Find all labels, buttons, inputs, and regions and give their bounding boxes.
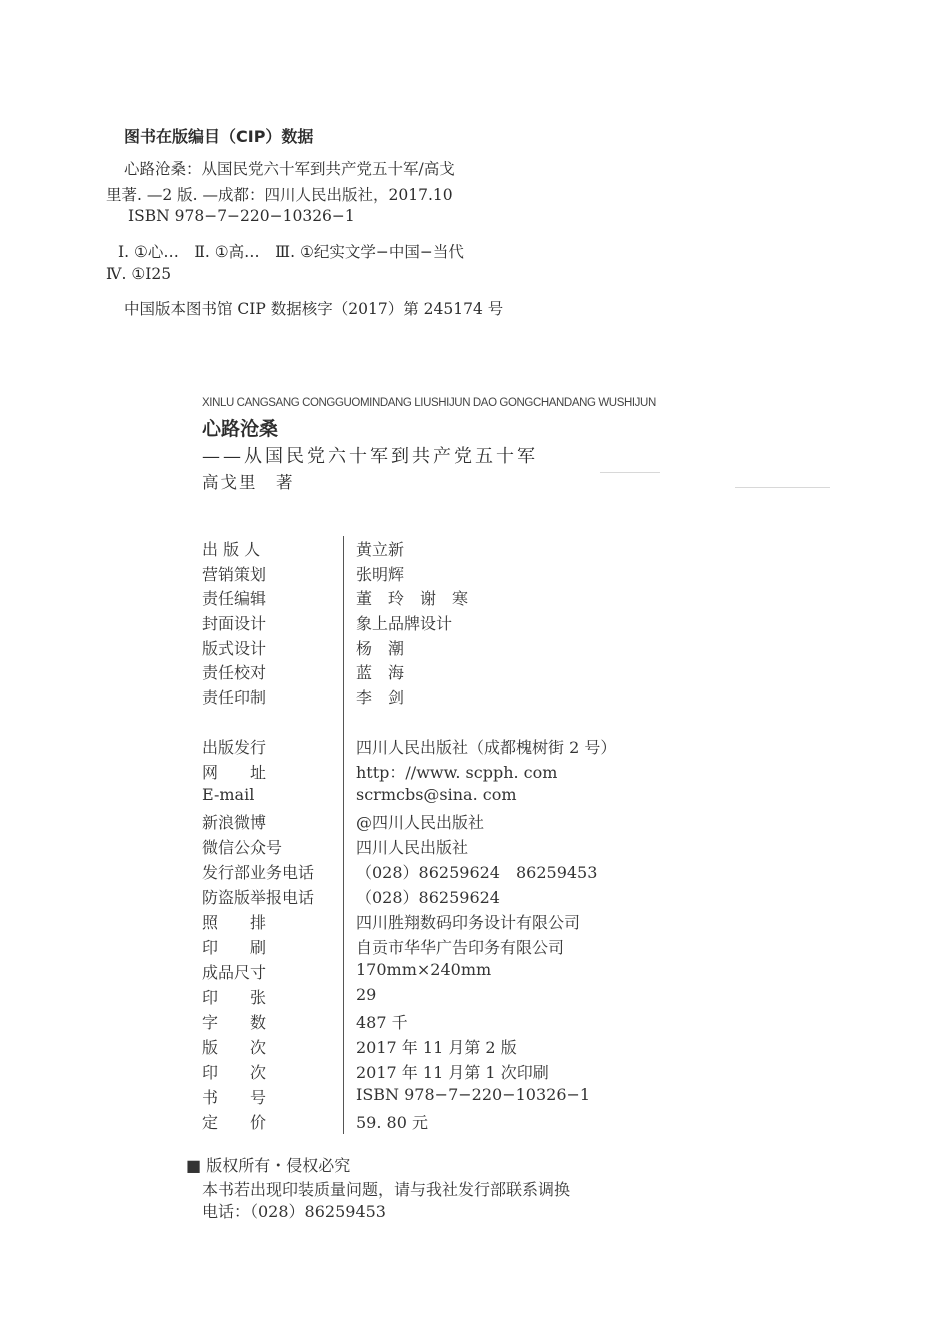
credit-label: 版式设计 bbox=[202, 639, 267, 658]
pub-label: E-mail bbox=[202, 785, 255, 804]
pub-value: http：//www. scpph. com bbox=[356, 763, 558, 782]
credit-label: 责任校对 bbox=[202, 663, 267, 682]
cip-classification-line-2: Ⅳ. ①I25 bbox=[106, 265, 172, 283]
quality-notice: 本书若出现印装质量问题，请与我社发行部联系调换 bbox=[202, 1180, 571, 1199]
credit-label: 封面设计 bbox=[202, 614, 267, 633]
cip-title-line: 心路沧桑：从国民党六十军到共产党五十军/高戈 bbox=[124, 160, 455, 178]
credit-value: 张明辉 bbox=[356, 565, 405, 584]
pub-label: 出版发行 bbox=[202, 738, 267, 757]
pub-value: 自贡市华华广告印务有限公司 bbox=[356, 938, 565, 957]
pub-value: 2017 年 11 月第 1 次印刷 bbox=[356, 1063, 549, 1082]
credit-label: 责任印制 bbox=[202, 688, 267, 707]
pub-value: scrmcbs@sina. com bbox=[356, 785, 517, 804]
pub-value: 170mm×240mm bbox=[356, 960, 492, 979]
pub-label: 书 号 bbox=[202, 1088, 267, 1107]
pub-label: 防盗版举报电话 bbox=[202, 888, 315, 907]
cip-classification-line: Ⅰ. ①心… Ⅱ. ①高… Ⅲ. ①纪实文学−中国−当代 bbox=[118, 243, 464, 261]
credit-value: 杨 潮 bbox=[356, 639, 405, 658]
book-title: 心路沧桑 bbox=[202, 418, 279, 440]
pub-label: 定 价 bbox=[202, 1113, 267, 1132]
pub-value: （028）86259624 86259453 bbox=[356, 863, 598, 882]
pub-label: 微信公众号 bbox=[202, 838, 283, 857]
book-author: 高戈里 著 bbox=[202, 473, 295, 492]
pub-label: 照 排 bbox=[202, 913, 267, 932]
pub-value: 29 bbox=[356, 985, 377, 1004]
pub-label: 印 刷 bbox=[202, 938, 267, 957]
credit-label: 出 版 人 bbox=[202, 540, 261, 559]
book-subtitle: ——从国民党六十军到共产党五十军 bbox=[202, 446, 538, 467]
rights-statement: ■ 版权所有・侵权必究 bbox=[186, 1156, 351, 1175]
pub-label: 字 数 bbox=[202, 1013, 267, 1032]
cip-edition-line: 里著. —2 版. —成都：四川人民出版社，2017.10 bbox=[106, 186, 453, 204]
credit-value: 象上品牌设计 bbox=[356, 614, 453, 633]
cip-record-number: 中国版本图书馆 CIP 数据核字（2017）第 245174 号 bbox=[124, 300, 504, 318]
cip-heading: 图书在版编目（CIP）数据 bbox=[124, 127, 314, 146]
cip-isbn-line: ISBN 978−7−220−10326−1 bbox=[128, 207, 355, 225]
pub-value: 四川胜翔数码印务设计有限公司 bbox=[356, 913, 581, 932]
pub-value: 四川人民出版社（成都槐树街 2 号） bbox=[356, 738, 617, 757]
book-pinyin-title: XINLU CANGSANG CONGGUOMINDANG LIUSHIJUN DAO GONGCHANDANG WUSHIJUN bbox=[202, 397, 656, 409]
column-divider bbox=[343, 536, 344, 1134]
pub-label: 新浪微博 bbox=[202, 813, 267, 832]
pub-label: 成品尺寸 bbox=[202, 963, 267, 982]
pub-value: @四川人民出版社 bbox=[356, 813, 485, 832]
contact-phone: 电话：（028）86259453 bbox=[202, 1202, 386, 1221]
pub-label: 网 址 bbox=[202, 763, 267, 782]
pub-label: 印 次 bbox=[202, 1063, 267, 1082]
pub-label: 版 次 bbox=[202, 1038, 267, 1057]
pub-label: 印 张 bbox=[202, 988, 267, 1007]
credit-value: 黄立新 bbox=[356, 540, 405, 559]
pub-value: ISBN 978−7−220−10326−1 bbox=[356, 1085, 591, 1104]
scan-artifact bbox=[735, 487, 830, 488]
credit-value: 董 玲 谢 寒 bbox=[356, 589, 469, 608]
pub-value: （028）86259624 bbox=[356, 888, 500, 907]
pub-value: 2017 年 11 月第 2 版 bbox=[356, 1038, 517, 1057]
pub-value: 59. 80 元 bbox=[356, 1113, 428, 1132]
credit-label: 营销策划 bbox=[202, 565, 267, 584]
pub-label: 发行部业务电话 bbox=[202, 863, 315, 882]
credit-value: 李 剑 bbox=[356, 688, 405, 707]
pub-value: 四川人民出版社 bbox=[356, 838, 469, 857]
scan-artifact bbox=[600, 472, 660, 473]
pub-value: 487 千 bbox=[356, 1013, 408, 1032]
credit-value: 蓝 海 bbox=[356, 663, 405, 682]
credit-label: 责任编辑 bbox=[202, 589, 267, 608]
